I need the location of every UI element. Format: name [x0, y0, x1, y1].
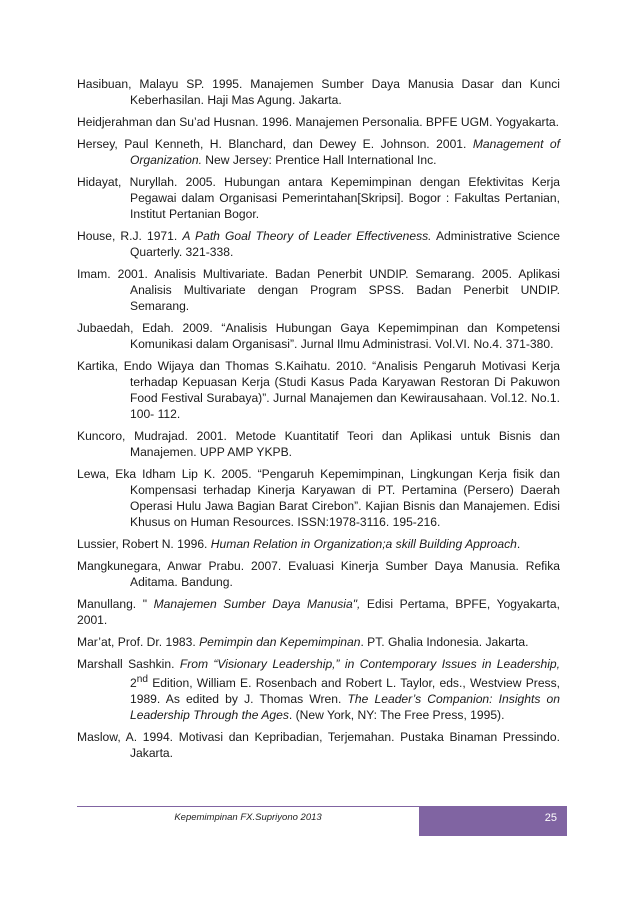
- reference-entry: [77, 729, 560, 761]
- reference-text: Manullang. ": [77, 597, 154, 611]
- reference-text: Imam. 2001. Analisis Multivariate. Badan Penerbit UNDIP. Semarang. 2005. Aplikasi Analisis Multivariate dengan Program SPSS. Badan Penerbit UNDIP. Semarang.: [77, 267, 560, 313]
- reference-text: Marshall Sashkin.: [77, 657, 180, 671]
- footer-title: Kepemimpinan FX.Supriyono 2013: [174, 812, 322, 823]
- reference-text: Kartika, Endo Wijaya dan Thomas S.Kaihatu. 2010. “Analisis Pengaruh Motivasi Kerja terhadap Kepuasan Kerja (Studi Kasus Pada Karyawan Restoran Di Pakuwon Food Festival Surabaya)”. Jurnal Manajemen dan Kewirausahaan. Vol.12. No.1. 100- 112.: [77, 359, 560, 421]
- reference-entry: [77, 656, 560, 723]
- reference-entry: [77, 174, 560, 222]
- italic-title: Pemimpin dan Kepemimpinan: [199, 635, 361, 649]
- reference-text: Lussier, Robert N. 1996.: [77, 537, 211, 551]
- reference-text: Maslow, A. 1994. Motivasi dan Kepribadian, Terjemahan. Pustaka Binaman Pressindo. Jakarta.: [77, 730, 560, 761]
- reference-entry: [77, 428, 560, 460]
- reference-entry: [77, 76, 560, 108]
- reference-text: 2: [130, 676, 137, 691]
- page-footer: [77, 806, 567, 836]
- reference-text: . PT. Ghalia Indonesia. Jakarta.: [360, 635, 529, 649]
- reference-entry: [77, 536, 560, 552]
- reference-text: .: [516, 537, 521, 551]
- reference-text: Mar’at, Prof. Dr. 1983.: [77, 635, 200, 649]
- reference-text: Edisi Pertama, BPFE, Yogyakarta, 2001.: [77, 597, 560, 627]
- reference-text: Heidjerahman dan Su’ad Husnan. 1996. Manajemen Personalia. BPFE UGM. Yogyakarta.: [77, 115, 560, 129]
- reference-entry: [77, 136, 560, 168]
- footer-rule: [77, 806, 419, 807]
- italic-title: A Path Goal Theory of Leader Effectiveness.: [182, 229, 432, 243]
- reference-text: House, R.J. 1971.: [77, 229, 183, 243]
- reference-text: Hasibuan, Malayu SP. 1995. Manajemen Sumber Daya Manusia Dasar dan Kunci Keberhasilan. Haji Mas Agung. Jakarta.: [77, 77, 560, 107]
- reference-entry: [77, 228, 560, 260]
- reference-entry: [77, 320, 560, 352]
- reference-entry: [77, 558, 560, 590]
- reference-list: [77, 76, 560, 767]
- reference-text: Administrative Science Quarterly. 321-338.: [130, 229, 560, 259]
- reference-entry: [77, 596, 560, 628]
- italic-title: The Leader’s Companion: Insights on Leadership Through the Ages: [130, 692, 560, 723]
- page-number: 25: [544, 812, 557, 824]
- page-number-box: [419, 806, 567, 836]
- reference-text: Mangkunegara, Anwar Prabu. 2007. Evaluasi Kinerja Sumber Daya Manusia. Refika Aditama. Bandung.: [77, 559, 560, 589]
- reference-text: New Jersey: Prentice Hall International Inc.: [201, 153, 437, 167]
- italic-title: Human Relation in Organization;a skill Building Approach: [210, 537, 517, 551]
- reference-entry: [77, 114, 560, 130]
- italic-title: Management of Organization.: [130, 137, 560, 167]
- reference-text: Kuncoro, Mudrajad. 2001. Metode Kuantitatif Teori dan Aplikasi untuk Bisnis dan Manajemen. UPP AMP YKPB.: [77, 429, 560, 459]
- superscript-text: nd: [136, 674, 148, 685]
- reference-entry: [77, 466, 560, 530]
- reference-text: Hersey, Paul Kenneth, H. Blanchard, dan Dewey E. Johnson. 2001.: [77, 137, 473, 151]
- reference-text: Jubaedah, Edah. 2009. “Analisis Hubungan Gaya Kepemimpinan dan Kompetensi Komunikasi dalam Organisasi”. Jurnal Ilmu Administrasi. Vol.VI. No.4. 371-380.: [77, 321, 560, 351]
- reference-entry: [77, 358, 560, 422]
- reference-text: Edition, William E. Rosenbach and Robert L. Taylor, eds., Westview Press, 1989. As edited by J. Thomas Wren.: [130, 676, 560, 707]
- italic-title: From “Visionary Leadership,” in Contemporary Issues in Leadership,: [179, 657, 560, 671]
- reference-text: Hidayat, Nuryllah. 2005. Hubungan antara Kepemimpinan dengan Efektivitas Kerja Pegawai dalam Organisasi Pemerintahan[Skripsi]. Bogor : Fakultas Pertanian, Institut Pertanian Bogor.: [77, 175, 560, 221]
- reference-entry: [77, 634, 560, 650]
- reference-text: Lewa, Eka Idham Lip K. 2005. “Pengaruh Kepemimpinan, Lingkungan Kerja fisik dan Kompensasi terhadap Kinerja Karyawan di PT. Pertamina (Persero) Daerah Operasi Hulu Jawa Bagian Barat Cirebon”. Kajian Bisnis dan Manajemen. Edisi Khusus on Human Resources. ISSN:1978-3116. 195-216.: [77, 467, 560, 529]
- italic-title: Manajemen Sumber Daya Manusia",: [153, 597, 361, 611]
- reference-text: . (New York, NY: The Free Press, 1995).: [288, 708, 505, 723]
- reference-entry: [77, 266, 560, 314]
